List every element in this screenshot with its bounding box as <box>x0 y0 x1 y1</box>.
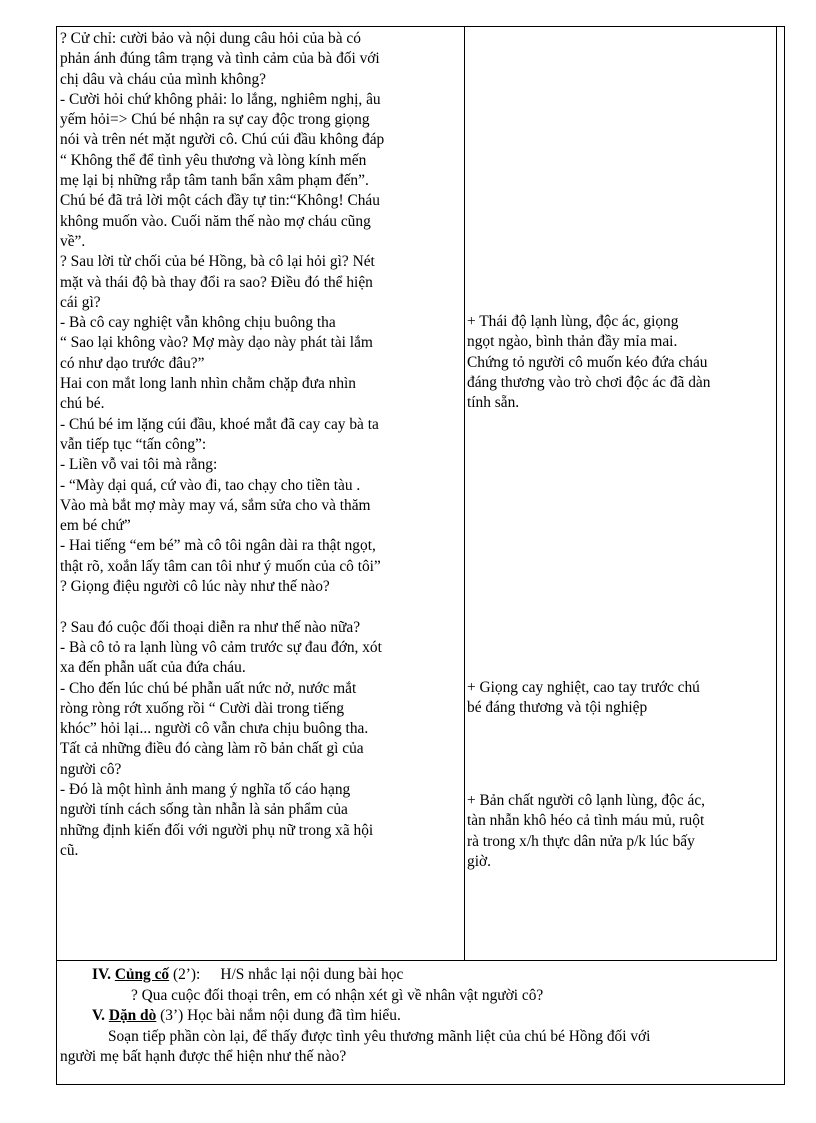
left-line: ? Sau đó cuộc đối thoại diễn ra như thế nào nữa? <box>60 618 361 636</box>
section-v: V. Dặn dò (3’) Học bài nắm nội dung đã tìm hiểu. <box>92 1007 401 1024</box>
left-line: yếm hỏi=> Chú bé nhận ra sự cay độc trong giọng <box>60 111 370 129</box>
left-line: có như dạo trước đâu?” <box>60 354 205 372</box>
left-line: - Bà cô tỏ ra lạnh lùng vô cảm trước sự đau đớn, xót <box>60 638 382 656</box>
left-line: - “Mày dại quá, cứ vào đi, tao chạy cho tiền tàu . <box>60 476 361 494</box>
left-line: - Cười hỏi chứ không phải: lo lắng, nghiêm nghị, âu <box>60 90 381 108</box>
section-iv-title: Củng cố <box>114 966 170 983</box>
left-line: - Liền vỗ vai tôi mà rằng: <box>60 456 218 474</box>
right-line: ngọt ngào, bình thản đầy mỉa mai. <box>467 333 678 351</box>
section-v-title: Dặn dò <box>108 1007 157 1024</box>
right-line: + Giọng cay nghiệt, cao tay trước chú <box>467 679 700 696</box>
left-line: người tính cách sống tàn nhẫn là sản phẩm của <box>60 801 348 819</box>
left-line: em bé chứ” <box>60 517 131 535</box>
left-line <box>60 597 460 617</box>
left-line: - Đó là một hình ảnh mang ý nghĩa tố cáo hạng <box>60 780 351 798</box>
left-line: những định kiến đối với người phụ nữ trong xã hội <box>60 821 374 839</box>
document-page <box>56 26 785 1085</box>
right-line: rà trong x/h thực dân nửa p/k lúc bấy <box>467 832 695 850</box>
right-line: đáng thương vào trò chơi độc ác đã dàn <box>467 373 711 391</box>
left-line: - Hai tiếng “em bé” mà cô tôi ngân dài ra thật ngọt, <box>60 537 376 555</box>
left-line: mặt và thái độ bà thay đổi ra sao? Điều đó thể hiện <box>60 273 373 291</box>
left-line: - Bà cô cay nghiệt vẫn không chịu buông tha <box>60 314 336 332</box>
left-line: cũ. <box>60 841 79 859</box>
section-iv-question: ? Qua cuộc đối thoại trên, em có nhận xét gì về nhân vật người cô? <box>131 986 544 1004</box>
column-divider <box>464 27 465 961</box>
left-line: xa đến phẫn uất của đứa cháu. <box>60 659 246 677</box>
left-line: ròng ròng rớt xuống rồi “ Cười dài trong tiếng <box>60 699 345 717</box>
left-line: phản ánh đúng tâm trạng và tình cảm của bà đối với <box>60 50 380 68</box>
right-note-nature <box>467 791 773 872</box>
section-iv: IV. Củng cố (2’): H/S nhắc lại nội dung bài học <box>92 966 404 983</box>
lesson-table <box>57 27 777 961</box>
left-line: chú bé. <box>60 395 105 413</box>
left-line: Vào mà bắt mợ mày may vá, sắm sửa cho và thăm <box>60 496 371 514</box>
section-v-line3: người mẹ bất hạnh được thể hiện như thế nào? <box>60 1048 347 1065</box>
left-line: - Chú bé im lặng cúi đầu, khoé mắt đã cay cay bà ta <box>60 415 379 433</box>
left-line: về”. <box>60 232 86 250</box>
left-line: Tất cả những điều đó càng làm rõ bản chất gì của <box>60 740 364 758</box>
left-line: mẹ lại bị những rắp tâm tanh bẩn xâm phạm đến”. <box>60 172 369 190</box>
left-line: - Cho đến lúc chú bé phẫn uất nức nở, nước mắt <box>60 679 357 697</box>
lesson-footer <box>57 965 784 1068</box>
left-line: nói và trên nét mặt người cô. Chú cúi đầu không đáp <box>60 131 385 149</box>
right-note-tone <box>467 678 773 719</box>
left-line: “ Sao lại không vào? Mợ mày dạo này phát tài lắm <box>60 334 373 352</box>
section-v-line2: Soạn tiếp phần còn lại, để thấy được tình yêu thương mãnh liệt của chú bé Hồng đối với <box>108 1027 651 1045</box>
left-line: cái gì? <box>60 293 101 311</box>
left-column-content <box>60 29 460 861</box>
left-line: ? Giọng điệu người cô lúc này như thế nào? <box>60 578 330 596</box>
right-note-attitude <box>467 312 773 413</box>
left-line: chị dâu và cháu của mình không? <box>60 70 266 88</box>
left-line: ? Cử chỉ: cười bảo và nội dung câu hỏi của bà có <box>60 30 361 47</box>
left-line: thật rõ, xoắn lấy tâm can tôi như ý muốn của cô tôi” <box>60 557 381 575</box>
right-line: tàn nhẫn khô héo cả tình máu mủ, ruột <box>467 812 705 830</box>
right-line: + Bản chất người cô lạnh lùng, độc ác, <box>467 792 705 809</box>
section-iv-text: H/S nhắc lại nội dung bài học <box>220 966 404 983</box>
right-line: giờ. <box>467 852 491 870</box>
left-line: người cô? <box>60 760 122 778</box>
section-v-text: Học bài nắm nội dung đã tìm hiểu. <box>183 1007 401 1024</box>
left-line: khóc” hỏi lại... người cô vẫn chưa chịu buông tha. <box>60 720 369 738</box>
left-line: vẫn tiếp tục “tấn công”: <box>60 435 207 453</box>
left-line: không muốn vào. Cuối năm thế nào mợ cháu cũng <box>60 212 371 230</box>
right-line: tính sẵn. <box>467 394 520 412</box>
right-line: bé đáng thương và tội nghiệp <box>467 699 648 717</box>
left-line: Chú bé đã trả lời một cách đầy tự tin:“Không! Cháu <box>60 192 380 210</box>
left-line: ? Sau lời từ chối của bé Hồng, bà cô lại hỏi gì? Nét <box>60 253 375 271</box>
left-line: “ Không thể để tình yêu thương và lòng kính mến <box>60 151 367 169</box>
left-line: Hai con mắt long lanh nhìn chằm chặp đưa nhìn <box>60 375 356 393</box>
right-line: + Thái độ lạnh lùng, độc ác, giọng <box>467 313 679 330</box>
right-line: Chứng tỏ người cô muốn kéo đứa cháu <box>467 353 708 371</box>
